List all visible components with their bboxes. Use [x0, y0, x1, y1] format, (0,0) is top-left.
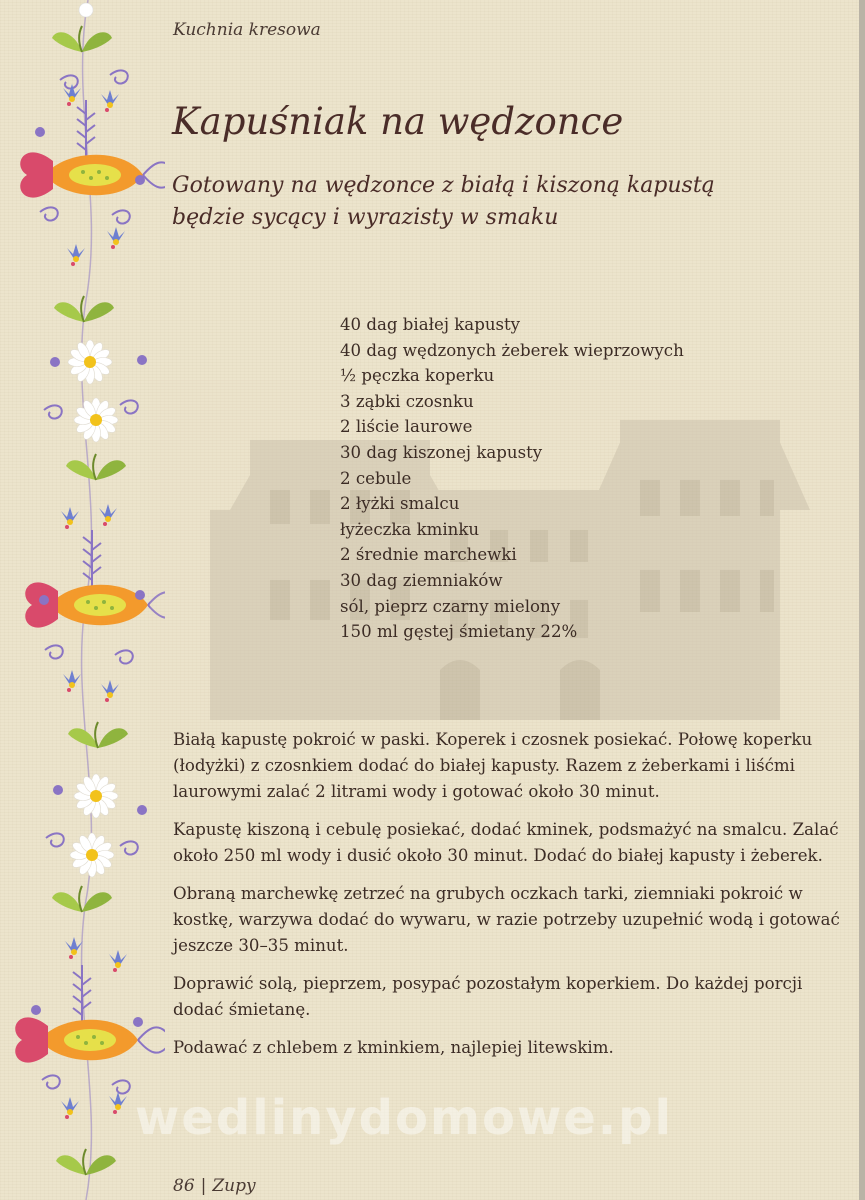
- ingredient-item: 40 dag białej kapusty: [340, 315, 521, 334]
- ingredient-item: 30 dag ziemniaków: [340, 570, 503, 590]
- page-footer: [173, 1176, 256, 1196]
- ingredients-list: [340, 312, 684, 645]
- ingredient-item: 40 dag wędzonych żeberek wieprzowych: [340, 340, 684, 360]
- step-paragraph: Białą kapustę pokroić w paski. Koperek i czosnek posiekać. Połowę koperku (łodyżki) z czosnkiem dodać do białej kapusty. Razem z żeberkami i liśćmi laurowymi zalać 2 litrami wody i gotować około 30 minut.: [173, 730, 813, 801]
- section-header: Kuchnia kresowa: [173, 20, 321, 40]
- recipe-subtitle: [172, 170, 832, 234]
- step-paragraph: Podawać z chlebem z kminkiem, najlepiej litewskim.: [173, 1038, 614, 1057]
- subtitle-line: Gotowany na wędzonce z białą i kiszoną kapustą: [172, 173, 715, 198]
- footer-separator: |: [200, 1176, 207, 1196]
- page-number: 86: [173, 1176, 195, 1196]
- site-watermark: wedlinydomowe.pl: [135, 1090, 673, 1146]
- ingredient-item: 2 cebule: [340, 468, 412, 488]
- ingredient-item: 2 średnie marchewki: [340, 545, 517, 565]
- folk-floral-border: [0, 0, 165, 1200]
- ingredient-item: 30 dag kiszonej kapusty: [340, 442, 543, 462]
- recipe-title: Kapuśniak na wędzonce: [172, 100, 624, 143]
- step-paragraph: Obraną marchewkę zetrzeć na grubych oczkach tarki, ziemniaki pokroić w kostkę, warzywa dodać do wywaru, w razie potrzeby uzupełnić wodą i gotować jeszcze 30–35 minut.: [173, 884, 840, 955]
- chapter-name: Zupy: [212, 1176, 256, 1196]
- preparation-steps: [173, 727, 848, 1073]
- ingredient-item: 150 ml gęstej śmietany 22%: [340, 622, 578, 642]
- ingredient-item: 2 liście laurowe: [340, 417, 473, 437]
- ingredient-item: łyżeczka kminku: [340, 519, 480, 539]
- ingredient-item: 3 ząbki czosnku: [340, 391, 474, 411]
- subtitle-line: będzie sycący i wyrazisty w smaku: [172, 205, 559, 230]
- ingredient-item: sól, pieprz czarny mielony: [340, 596, 561, 616]
- step-paragraph: Doprawić solą, pieprzem, posypać pozostałym koperkiem. Do każdej porcji dodać śmietanę.: [173, 974, 803, 1019]
- step-paragraph: Kapustę kiszoną i cebulę posiekać, dodać kminek, podsmażyć na smalcu. Zalać około 250 ml wody i dusić około 30 minut. Dodać do białej kapusty i żeberek.: [173, 820, 839, 865]
- ingredient-item: 2 łyżki smalcu: [340, 494, 460, 514]
- ingredient-item: ½ pęczka koperku: [340, 366, 495, 386]
